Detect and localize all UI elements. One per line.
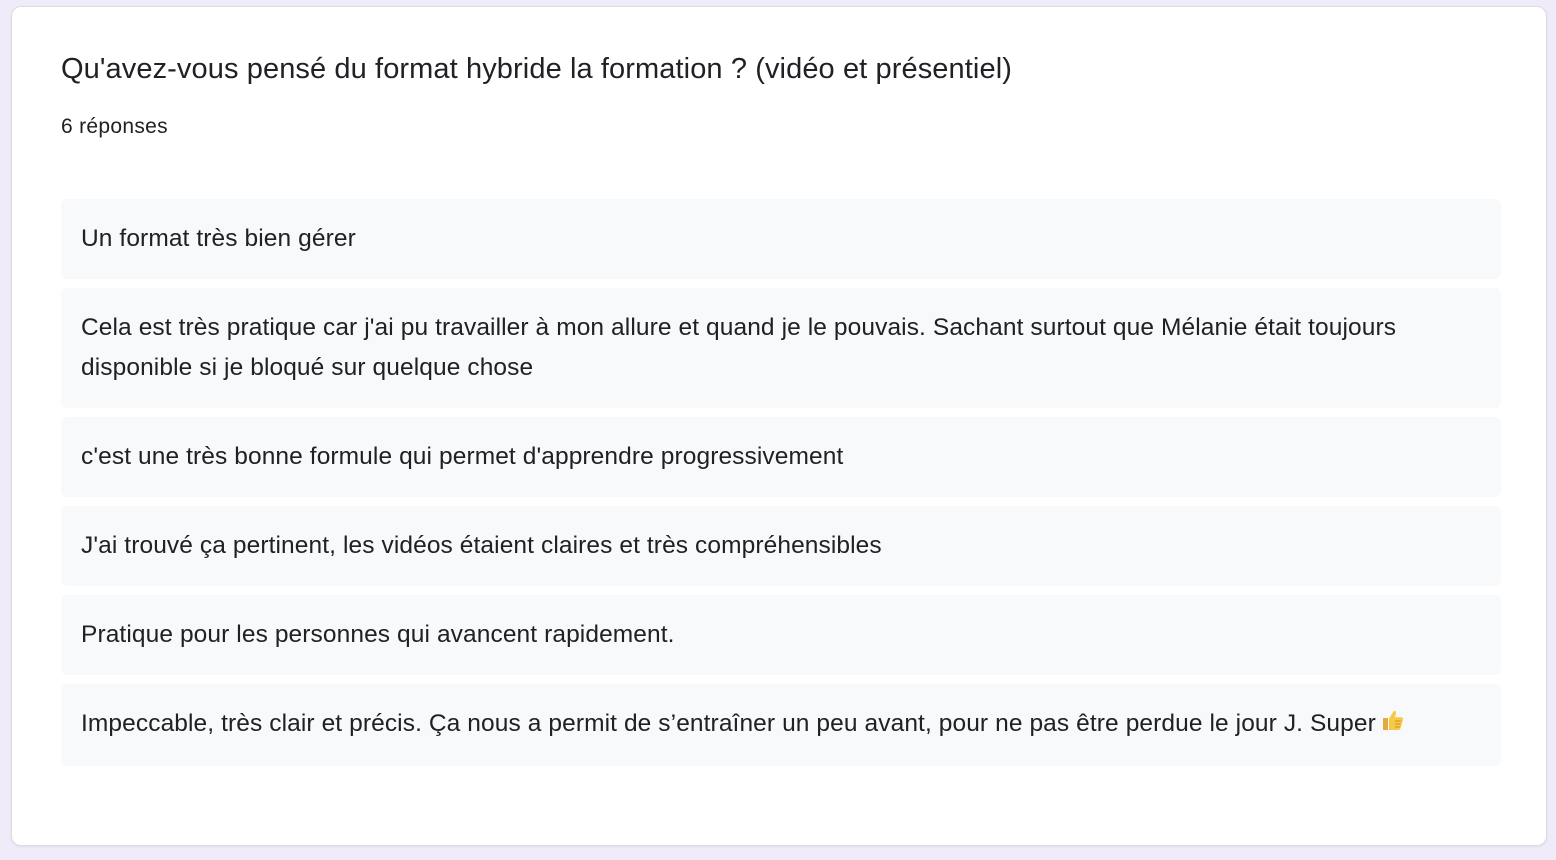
question-card (11, 6, 1547, 846)
thumbs-up-icon (1380, 706, 1406, 746)
response-text: Impeccable, très clair et précis. Ça nous a permit de s’entraîner un peu avant, pour ne pas être perdue le jour J. Super (81, 710, 1376, 737)
response-text: Pratique pour les personnes qui avancent rapidement. (81, 621, 675, 648)
response-text: J'ai trouvé ça pertinent, les vidéos étaient claires et très compréhensibles (81, 532, 882, 559)
response-list (61, 199, 1501, 775)
response-count: 6 réponses (61, 115, 168, 138)
response-item (61, 199, 1501, 279)
question-title: Qu'avez-vous pensé du format hybride la formation ? (vidéo et présentiel) (61, 53, 1012, 85)
response-text: c'est une très bonne formule qui permet d'apprendre progressivement (81, 443, 844, 470)
response-item (61, 417, 1501, 497)
response-item (61, 288, 1501, 408)
response-text: Cela est très pratique car j'ai pu travailler à mon allure et quand je le pouvais. Sachant surtout que Mélanie était toujours disponible si je bloqué sur quelque chose (81, 314, 1397, 381)
response-item (61, 595, 1501, 675)
response-item (61, 506, 1501, 586)
response-text: Un format très bien gérer (81, 225, 356, 252)
response-item (61, 684, 1501, 766)
